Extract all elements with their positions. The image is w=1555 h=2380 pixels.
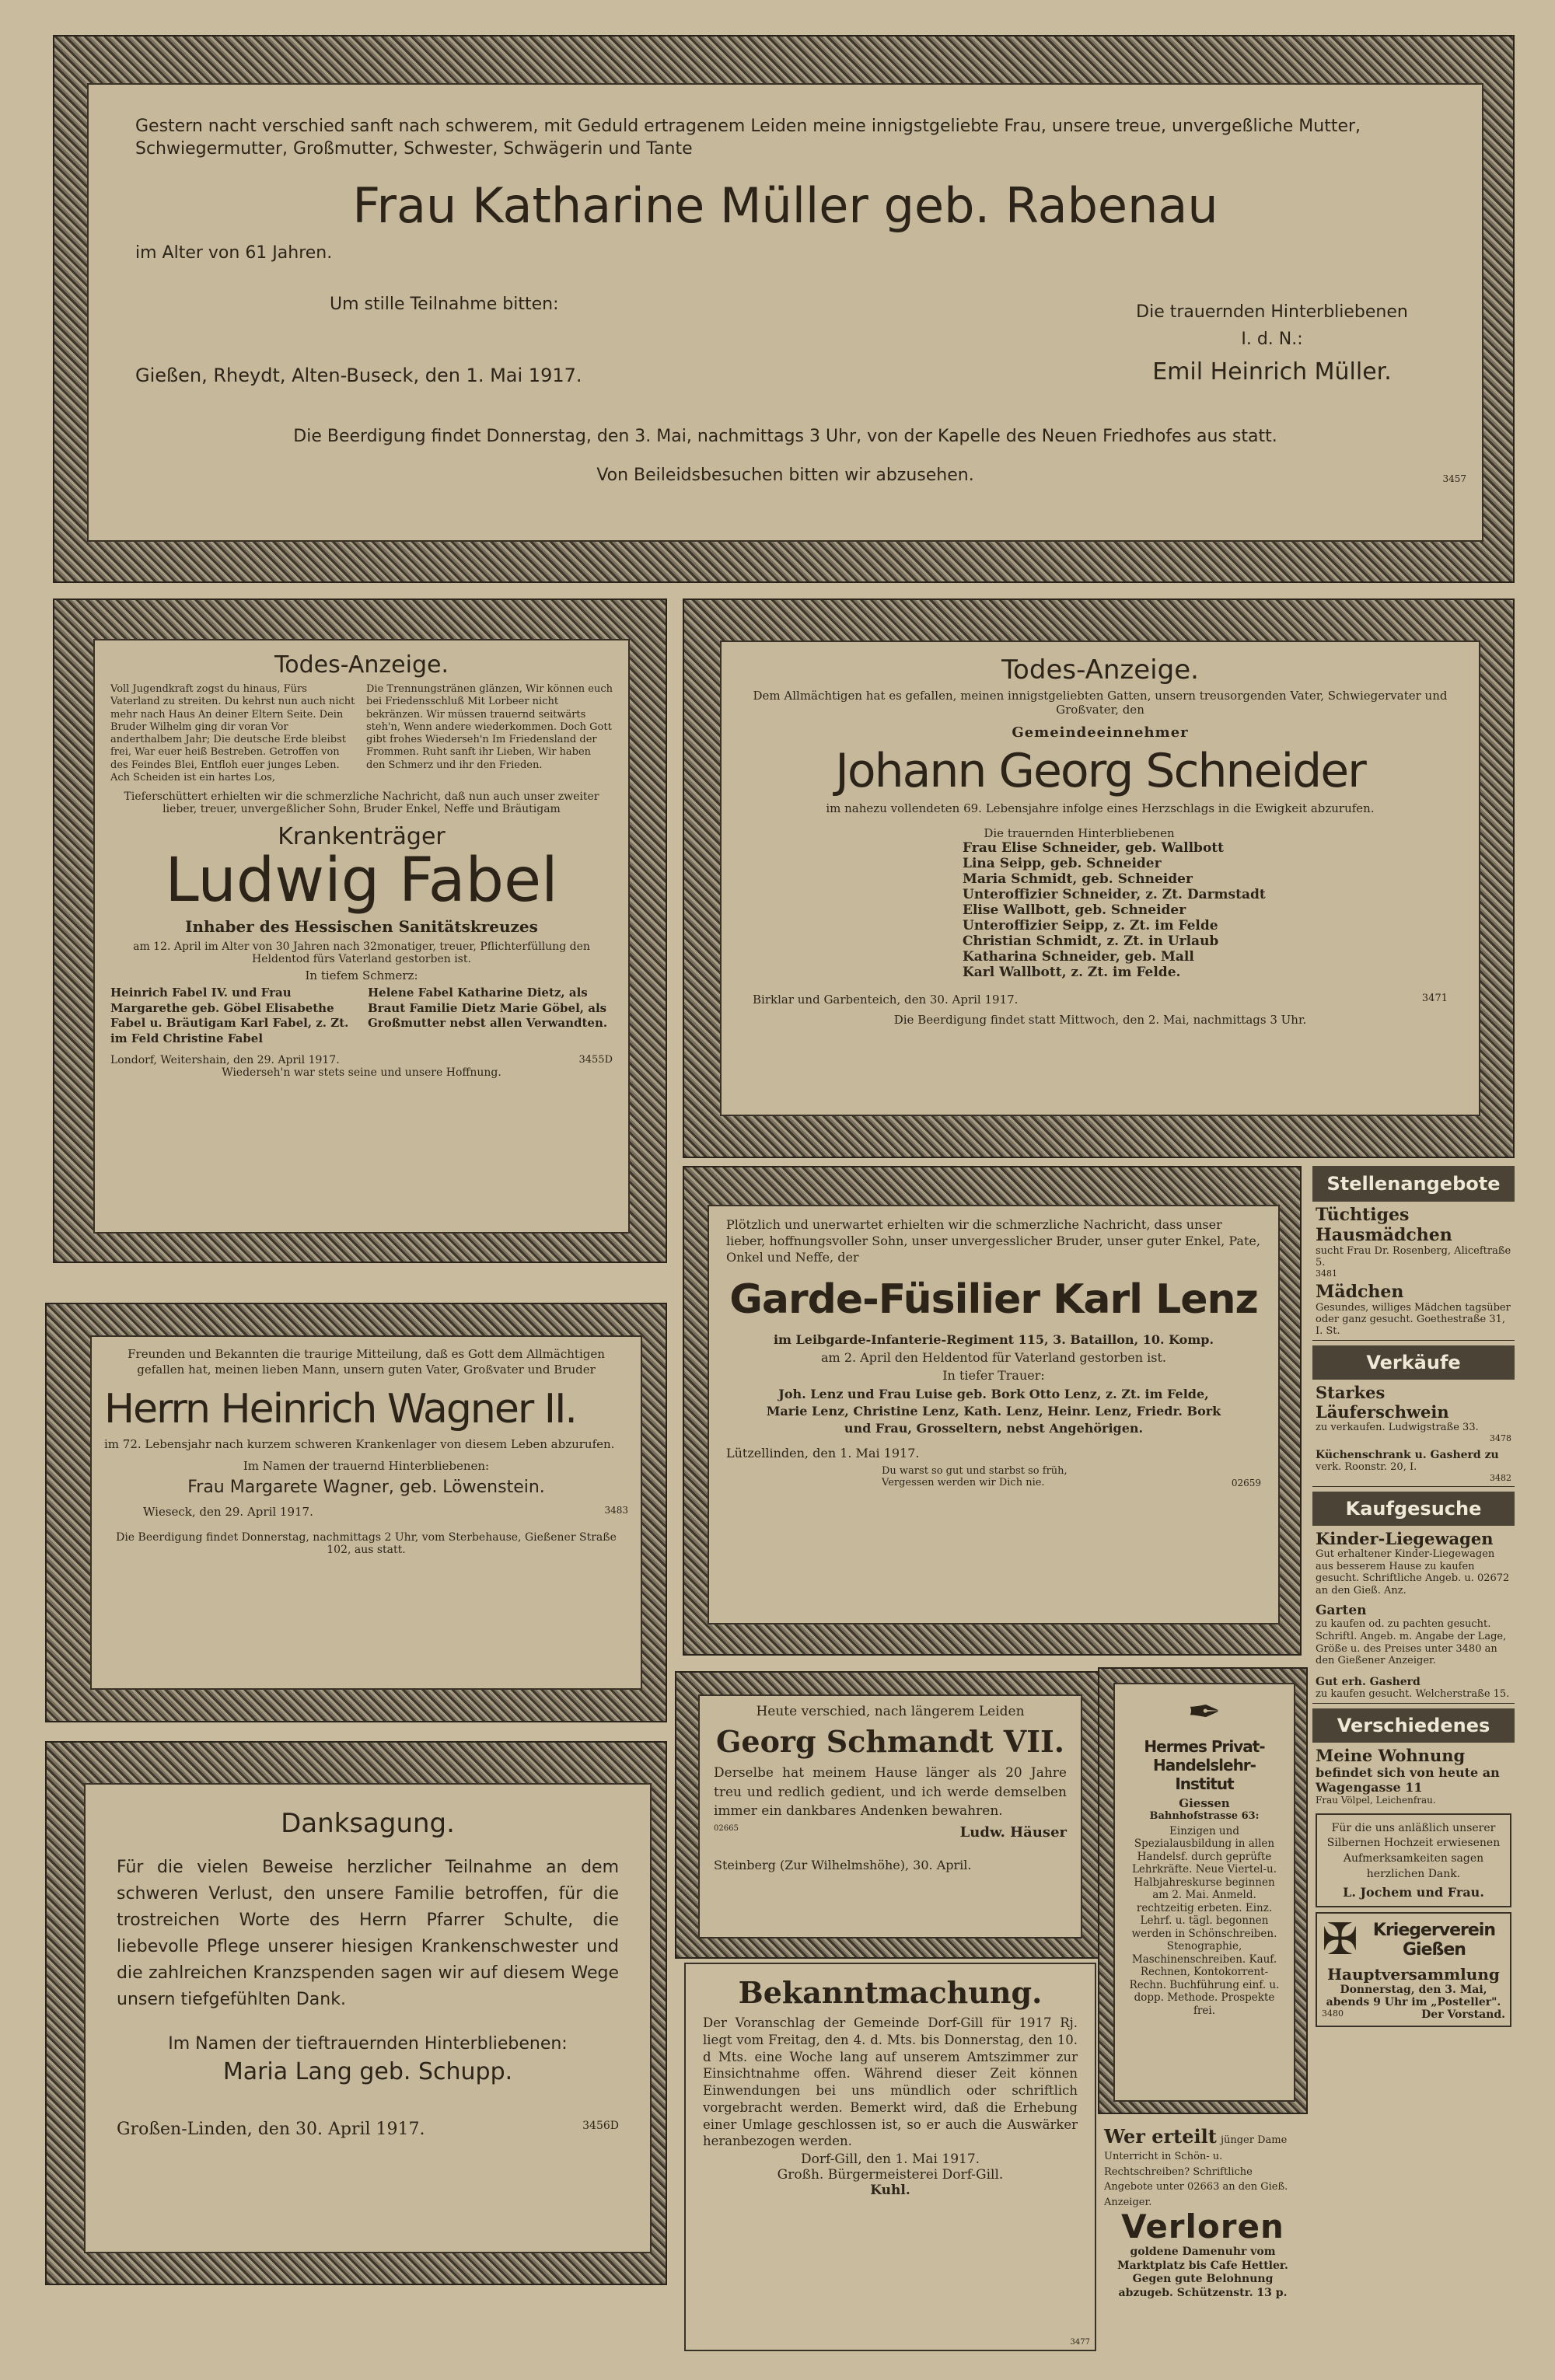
bekannt-code: 3477 (1070, 2338, 1090, 2347)
classified-body: befindet sich von heute an Wagengasse 11 (1316, 1764, 1500, 1795)
fabel-notice-text: Tieferschüttert erhielten wir die schmerzliche Nachricht, daß nun auch unser zweiter lieber, treuer, unvergeßlicher Sohn, Bruder Enkel, Neffe und Bräutigam (124, 790, 599, 815)
danksagung-title: Danksagung. (281, 1808, 455, 1839)
lenz-name: Garde-Füsilier Karl Lenz (729, 1276, 1258, 1324)
stellen-header: Stellenangebote (1312, 1166, 1515, 1202)
wer-erteilt-body: jünger Dame Unterricht in Schön- u. Rechtschreiben? Schriftliche Angebote unter 02663 an den Gieß. Anzeiger. (1104, 2134, 1288, 2208)
hermes-title: Hermes Privat-Handelslehr-Institut (1144, 1737, 1265, 1793)
danksagung-place-date: Großen-Linden, den 30. April 1917. (117, 2119, 425, 2139)
classified-head: Starkes Läuferschwein (1316, 1383, 1449, 1422)
mueller-request: Um stille Teilnahme bitten: (330, 295, 559, 314)
hermes-body: Einzigen und Spezialausbildung in allen Handelsf. durch geprüfte Lehrkräfte. Neue Viertel-u. Halbjahreskurse beginnen am 2. Mai. Anmeld. rechtzeitig erbeten. Einz. Lehrf. u. tägl. begonnen werden in Schönschreiben. Stenographie, Maschinenschreiben. Kauf. Rechnen, Kontokorrent-Rechn. Buchführung einf. u. dopp. Methode. Prospekte frei. (1129, 1825, 1280, 2017)
schneider-mourner: Maria Schmidt, geb. Schneider (963, 871, 1193, 887)
hermes-notice (1113, 1683, 1295, 2102)
kriegerverein-code: 3480 (1322, 2008, 1344, 2019)
schmandt-frame (675, 1671, 1102, 1959)
kriegerverein-body: Donnerstag, den 3. Mai, abends 9 Uhr im „Posteller". (1326, 1984, 1501, 2009)
danksagung-frame (45, 1741, 667, 2285)
schneider-title: Todes-Anzeige. (1001, 654, 1199, 686)
classified-body: verk. Roonstr. 20, I. (1316, 1461, 1417, 1473)
fabel-code: 3455D (578, 1054, 613, 1066)
classified-code: 3478 (1490, 1433, 1511, 1443)
mueller-age: im Alter von 61 Jahren. (135, 243, 333, 263)
schneider-notice (720, 640, 1480, 1116)
bekannt-date: Dorf-Gill, den 1. Mai 1917. (800, 2151, 980, 2168)
iron-cross-icon: ✠ (1322, 1914, 1358, 1966)
mueller-mourners-ind: I. d. N.: (1241, 330, 1303, 349)
wagner-intro: Freunden und Bekannten die traurige Mitteilung, daß es Gott dem Allmächtigen gefallen hat, meinen lieben Mann, unsern guten Vater, Großvater und Bruder (128, 1347, 605, 1377)
jochem-ad (1316, 1813, 1511, 1907)
classified-item (1312, 1526, 1515, 1600)
hermes-frame (1098, 1667, 1308, 2114)
lenz-regiment: im Leibgarde-Infanterie-Regiment 115, 3. Bataillon, 10. Komp. (773, 1332, 1214, 1348)
schneider-role: Gemeindeeinnehmer (1012, 724, 1189, 741)
schneider-mourner: Lina Seipp, geb. Schneider (963, 856, 1162, 871)
classified-head: Tüchtiges Hausmädchen (1316, 1205, 1452, 1245)
classified-body: zu verkaufen. Ludwigstraße 33. (1316, 1422, 1479, 1433)
classified-item (1312, 1380, 1515, 1446)
hermes-city: Giessen (1179, 1796, 1230, 1810)
wagner-on-behalf: Im Namen der trauernd Hinterbliebenen: (243, 1458, 490, 1473)
verloren-ad (1098, 2207, 1308, 2363)
mueller-intro: Gestern nacht verschied sanft nach schwerem, mit Geduld ertragenem Leiden meine innigstgeliebte Frau, unsere treue, unvergeßliche Mutter, Schwiegermutter, Großmutter, Schwester, Schwägerin und Tante (135, 117, 1361, 159)
classified-item (1312, 1743, 1515, 1809)
schneider-mourners (963, 826, 1448, 980)
schneider-mourners-label: Die trauernden Hinterbliebenen (984, 826, 1175, 840)
verloren-body: goldene Damenuhr vom Marktplatz bis Cafe Hettler. Gegen gute Belohnung abzugeb. Schützenstr. 13 p. (1117, 2246, 1288, 2299)
schneider-notice-frame (683, 598, 1515, 1158)
wagner-place-date: Wieseck, den 29. April 1917. (143, 1504, 313, 1519)
fabel-mourners-left: Heinrich Fabel IV. und Frau Margarethe geb. Göbel Elisabethe Fabel u. Bräutigam Karl Fabel, z. Zt. im Feld Christine Fabel (110, 986, 349, 1045)
verkauf-header: Verkäufe (1312, 1345, 1515, 1380)
wagner-details: im 72. Lebensjahr nach kurzem schweren Krankenlager von diesem Leben abzurufen. (104, 1436, 615, 1451)
wagner-signer: Frau Margarete Wagner, geb. Löwenstein. (187, 1477, 545, 1497)
schneider-mourner: Karl Wallbott, z. Zt. im Felde. (963, 965, 1181, 980)
schmandt-signer: Ludw. Häuser (959, 1823, 1067, 1841)
classified-body: zu kaufen gesucht. Welcherstraße 15. (1316, 1687, 1510, 1700)
classified-item (1312, 1446, 1515, 1487)
fabel-mourners-right: Helene Fabel Katharine Dietz, als Braut Familie Dietz Marie Göbel, als Großmutter nebst allen Verwandten. (368, 986, 608, 1030)
classified-item (1312, 1670, 1515, 1704)
classifieds-column (1312, 1166, 1515, 2363)
mueller-notice-frame (53, 35, 1515, 583)
schmandt-notice (698, 1694, 1082, 1939)
schneider-mourner: Katharina Schneider, geb. Mall (963, 949, 1194, 965)
lenz-intro: Plötzlich und unerwartet erhielten wir die schmerzliche Nachricht, dass unser lieber, hoffnungsvoller Sohn, unser unvergesslicher Bruder, unser guter Enkel, Pate, Onkel und Neffe, der (726, 1217, 1260, 1265)
classified-head: Gut erh. Gasherd (1316, 1675, 1420, 1688)
danksagung-body: Für die vielen Beweise herzlicher Teilnahme an dem schweren Verlust, den unsere Familie betroffen, für die trostreichen Worte des Herrn Pfarrer Schulte, die liebevolle Pflege unserer hiesigen Krankenschwester und die zahlreichen Kranzspenden sagen wir auf diesem Wege unsern tiefgefühlten Dank. (117, 1858, 619, 2010)
lenz-notice-frame (683, 1166, 1302, 1656)
mueller-signer: Emil Heinrich Müller. (1152, 358, 1392, 386)
bekannt-title: Bekanntmachung. (738, 1975, 1043, 2010)
classified-head: Mädchen (1316, 1282, 1404, 1302)
mueller-code: 3457 (1442, 473, 1466, 484)
lenz-date: am 2. April den Heldentod für Vaterland gestorben ist. (821, 1350, 1166, 1366)
fabel-name: Ludwig Fabel (165, 846, 558, 916)
danksagung-signer: Maria Lang geb. Schupp. (222, 2057, 513, 2085)
schmandt-place-date: Steinberg (Zur Wilhelmshöhe), 30. April. (714, 1857, 972, 1872)
classified-item (1312, 1600, 1515, 1670)
fabel-farewell: Wiederseh'n war stets seine und unsere Hoffnung. (222, 1066, 501, 1079)
schneider-mourner: Unteroffizier Schneider, z. Zt. Darmstadt (963, 887, 1266, 902)
schmandt-intro: Heute verschied, nach längerem Leiden (756, 1704, 1025, 1719)
mueller-burial: Die Beerdigung findet Donnerstag, den 3. Mai, nachmittags 3 Uhr, von der Kapelle des Neuen Friedhofes aus statt. (293, 427, 1277, 446)
schneider-place-date: Birklar und Garbenteich, den 30. April 1917. (753, 993, 1019, 1007)
schmandt-code: 02665 (714, 1823, 739, 1833)
schmandt-body: Derselbe hat meinem Hause länger als 20 Jahre treu und redlich gedient, und ich werde demselben immer ein dankbares Andenken bewahren. (714, 1765, 1067, 1820)
classified-body: Gesundes, williges Mädchen tagsüber oder ganz gesucht. Goethestraße 31, I. St. (1316, 1302, 1511, 1337)
fabel-award: Inhaber des Hessischen Sanitätskreuzes (185, 917, 538, 936)
classified-body: Gut erhaltener Kinder-Liegewagen aus besserem Hause zu kaufen gesucht. Schriftliche Angeb. u. 02672 an den Gieß. Anz. (1316, 1548, 1510, 1597)
classified-body: sucht Frau Dr. Rosenberg, Aliceftraße 5. (1316, 1245, 1511, 1269)
classified-code: 3481 (1316, 1269, 1337, 1279)
hermes-address: Bahnhofstrasse 63: (1149, 1810, 1260, 1822)
versch-header: Verschiedenes (1312, 1708, 1515, 1743)
bekannt-name: Kuhl. (870, 2183, 910, 2199)
schneider-mourner: Elise Wallbott, geb. Schneider (963, 902, 1186, 918)
schneider-burial: Die Beerdigung findet statt Mittwoch, den 2. Mai, nachmittags 3 Uhr. (893, 1013, 1307, 1027)
kriegerverein-title: Kriegerverein Gießen (1372, 1921, 1496, 1960)
wer-erteilt-ad (1098, 2124, 1308, 2208)
classified-head: Küchenschrank u. Gasherd zu (1316, 1449, 1499, 1461)
schneider-intro: Dem Allmächtigen hat es gefallen, meinen innigstgeliebten Gatten, unsern treusorgenden Vater, Schwiegervater und Großvater, den (753, 689, 1448, 717)
fabel-place-date: Londorf, Weitershain, den 29. April 1917. (110, 1054, 340, 1066)
danksagung-notice (84, 1783, 652, 2253)
bekannt-notice (684, 1963, 1096, 2351)
fabel-grief: In tiefem Schmerz: (305, 968, 418, 982)
fabel-notice-frame (53, 598, 667, 1263)
mueller-name: Frau Katharine Müller geb. Rabenau (352, 177, 1218, 235)
mueller-place-date: Gießen, Rheydt, Alten-Buseck, den 1. Mai 1917. (135, 365, 582, 386)
classified-name: Frau Völpel, Leichenfrau. (1316, 1794, 1436, 1806)
classified-head: Meine Wohnung (1316, 1745, 1466, 1765)
kriegerverein-ad (1316, 1912, 1511, 2027)
kauf-header: Kaufgesuche (1312, 1492, 1515, 1526)
wagner-notice-frame (45, 1303, 667, 1722)
bekannt-signer: Großh. Bürgermeisterei Dorf-Gill. (777, 2167, 1004, 2183)
classified-code: 3482 (1490, 1473, 1511, 1483)
lenz-verse: Du warst so gut und starbst so früh, Vergessen werden wir Dich nie. (882, 1465, 1068, 1489)
jochem-signer: L. Jochem und Frau. (1343, 1885, 1484, 1900)
wer-erteilt-head: Wer erteilt (1104, 2125, 1217, 2148)
schneider-mourner: Christian Schmidt, z. Zt. in Urlaub (963, 934, 1219, 949)
verloren-title: Verloren (1121, 2207, 1284, 2246)
fabel-rank: Krankenträger (278, 823, 446, 850)
fabel-details: am 12. April im Alter von 30 Jahren nach 32monatiger, treuer, Pflichterfüllung den Heldentod fürs Vaterland gestorben ist. (133, 940, 590, 965)
schmandt-name: Georg Schmandt VII. (715, 1724, 1065, 1759)
quill-icon: ✒ (1187, 1689, 1221, 1736)
wagner-notice (90, 1335, 642, 1690)
jochem-body: Für die uns anläßlich unserer Silbernen Hochzeit erwiesenen Aufmerksamkeiten sagen herzlichen Dank. (1326, 1821, 1501, 1880)
lenz-mourners: Joh. Lenz und Frau Luise geb. Bork Otto Lenz, z. Zt. im Felde, Marie Lenz, Christine Lenz, Kath. Lenz, Heinr. Lenz, Friedr. Bork und Frau, Grosseltern, nebst Angehörigen. (766, 1387, 1221, 1436)
classified-item (1312, 1202, 1515, 1279)
lenz-notice (708, 1205, 1280, 1624)
schneider-mourner: Frau Elise Schneider, geb. Wallbott (963, 840, 1224, 856)
wagner-burial: Die Beerdigung findet Donnerstag, nachmittags 2 Uhr, vom Sterbehause, Gießener Straße 102, aus statt. (116, 1530, 617, 1556)
classified-item (1312, 1279, 1515, 1341)
wagner-code: 3483 (604, 1504, 628, 1516)
fabel-poem-right: Die Trennungstränen glänzen, Wir können euch bei Friedensschluß Mit Lorbeer nicht bekränzen. Wir müssen trauernd seitwärts steh'n, Wenn andere wiederkommen. Doch Gott gibt frohes Wiederseh'n Im Friedensland der Frommen. Ruht sanft ihr Lieben, Wir haben den Schmerz und ihr den Frieden. (366, 683, 613, 771)
danksagung-on-behalf: Im Namen der tieftrauernden Hinterbliebenen: (168, 2033, 568, 2054)
lenz-grief: In tiefer Trauer: (942, 1368, 1045, 1384)
mueller-mourners-label: Die trauernden Hinterbliebenen (1136, 302, 1408, 322)
classified-head: Garten (1316, 1603, 1367, 1619)
schneider-mourner: Unteroffizier Seipp, z. Zt. im Felde (963, 918, 1218, 934)
kriegerverein-head: Hauptversammlung (1327, 1965, 1500, 1984)
mueller-notice (87, 83, 1483, 542)
schneider-code: 3471 (1421, 993, 1448, 1004)
mueller-no-visits: Von Beileidsbesuchen bitten wir abzusehen. (596, 466, 974, 485)
schneider-age: im nahezu vollendeten 69. Lebensjahre infolge eines Herzschlags in die Ewigkeit abzurufen. (826, 801, 1375, 815)
classified-body: zu kaufen od. zu pachten gesucht. Schriftl. Angeb. m. Angabe der Lage, Größe u. des Preises unter 3480 an den Gießener Anzeiger. (1316, 1618, 1507, 1667)
danksagung-code: 3456D (582, 2119, 619, 2132)
fabel-notice (93, 639, 630, 1234)
fabel-title: Todes-Anzeige. (274, 651, 449, 679)
bekannt-body: Der Voranschlag der Gemeinde Dorf-Gill für 1917 Rj. liegt vom Freitag, den 4. d. Mts. bis Donnerstag, den 10. d Mts. eine Woche lang auf unserem Amtszimmer zur Einsichtnahme offen. Während dieser Zeit können Einwendungen bei uns mündlich oder schriftlich vorgebracht werden. Bemerkt wird, daß die Erhebung einer Umlage geschlossen ist, so er auch die Auswärker heranbezogen werden. (703, 2015, 1078, 2149)
wagner-name: Herrn Heinrich Wagner II. (104, 1385, 576, 1433)
schneider-name: Johann Georg Schneider (835, 744, 1365, 798)
fabel-poem-left: Voll Jugendkraft zogst du hinaus, Fürs Vaterland zu streiten. Du kehrst nun auch nicht mehr nach Haus An deiner Eltern Seite. Dein Bruder Wilhelm ging dir voran Vor anderthalbem Jahr; Die deutsche Erde bleibst frei, War euer heiß Bestreben. Getroffen von des Feindes Blei, Entfloh euer junges Leben. Ach Scheiden ist ein hartes Los, (110, 683, 355, 783)
classified-head: Kinder-Liegewagen (1316, 1529, 1494, 1548)
lenz-place-date: Lützellinden, den 1. Mai 1917. (726, 1446, 920, 1461)
lenz-code: 02659 (1231, 1478, 1261, 1489)
kriegerverein-signer: Der Vorstand. (1421, 2008, 1505, 2022)
